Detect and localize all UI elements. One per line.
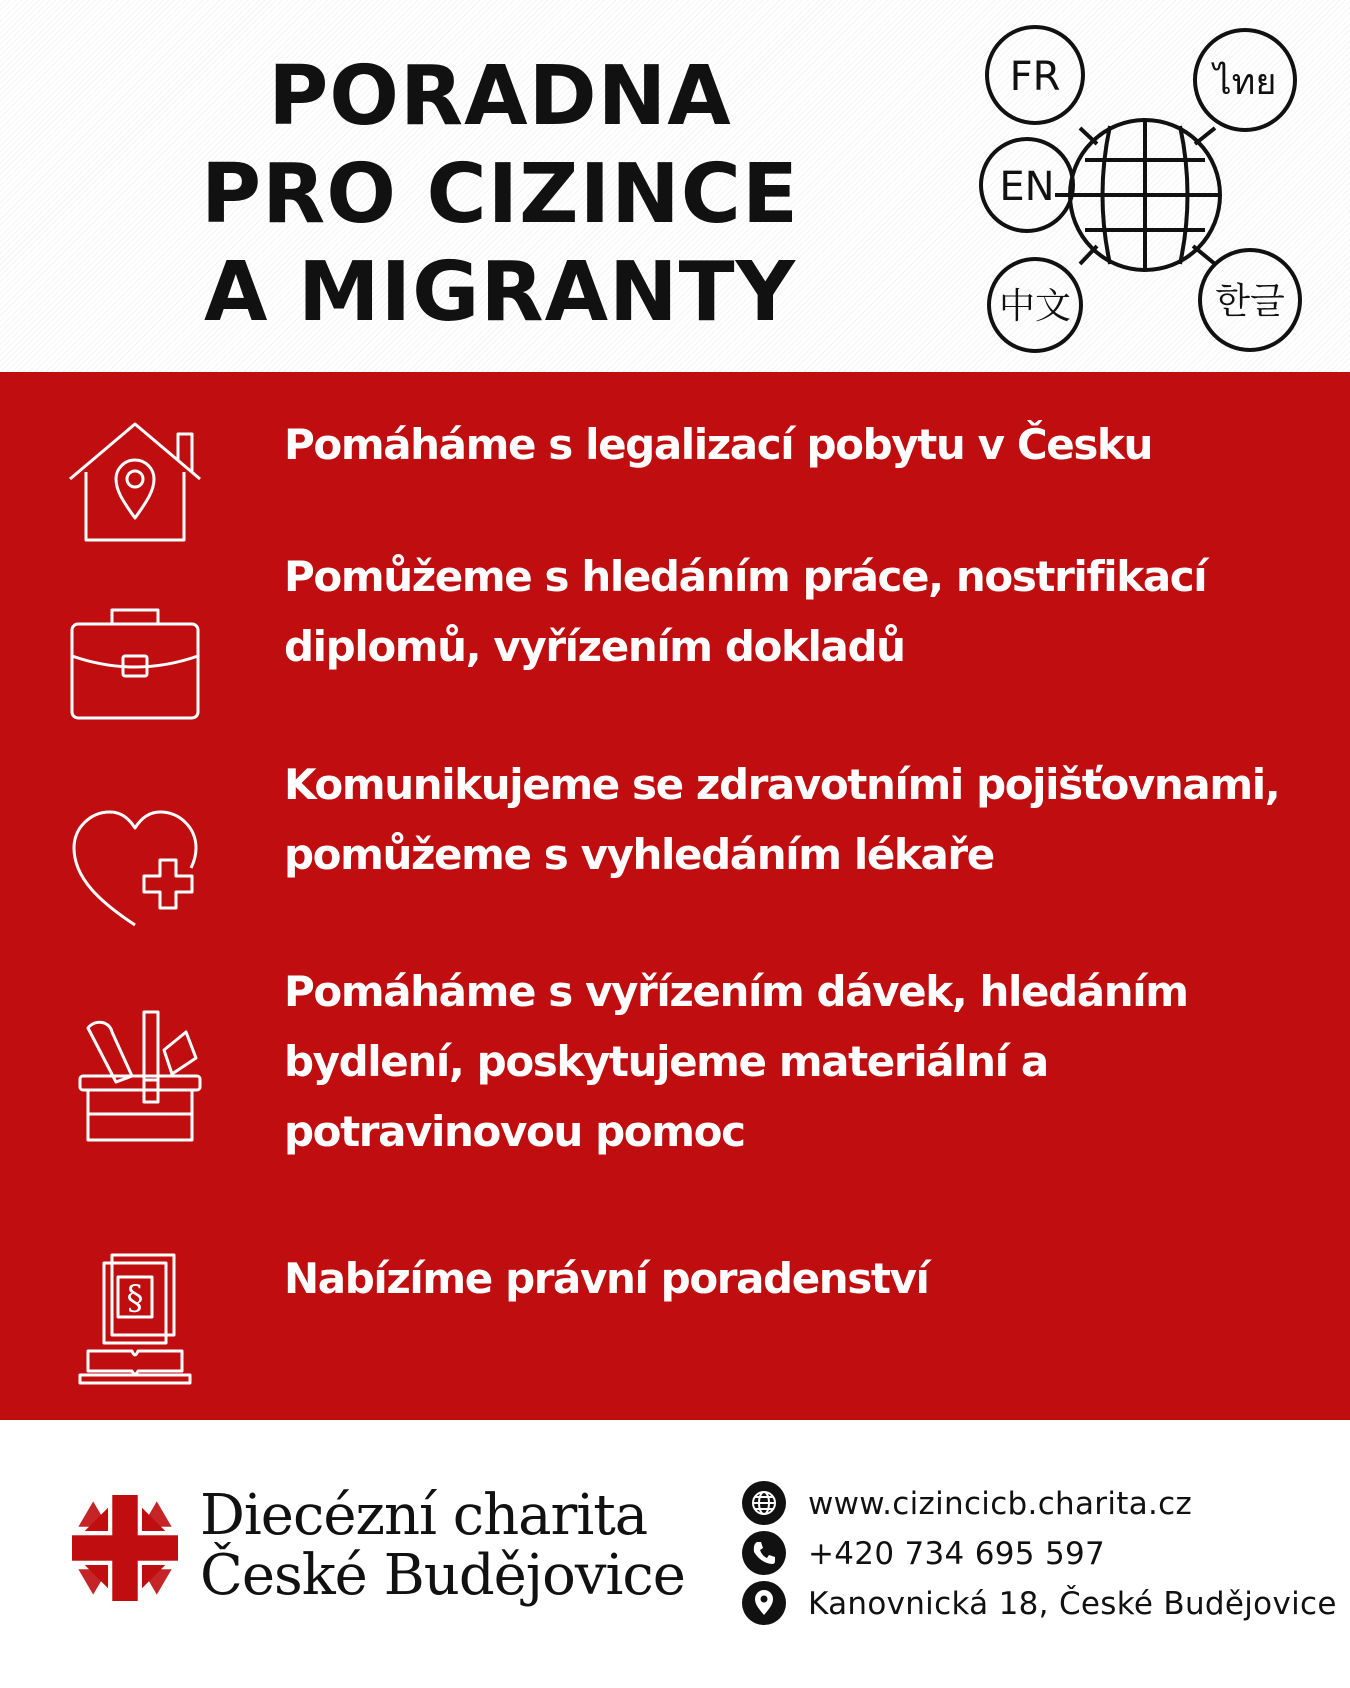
service-3-line-2: pomůžeme s vyhledáním lékaře	[284, 830, 994, 879]
service-work	[284, 542, 1324, 682]
lang-chinese: 中文	[998, 286, 1072, 327]
org-line-2: České Budějovice	[200, 1543, 685, 1608]
service-legal	[284, 1244, 1324, 1314]
food-basket-icon	[60, 1002, 210, 1152]
lang-thai: ไทย	[1213, 62, 1277, 103]
house-location-icon	[60, 412, 210, 562]
phone-text[interactable]: +420 734 695 597	[808, 1536, 1106, 1572]
service-2-line-1: Pomůžeme s hledáním práce, nostrifikací	[284, 552, 1207, 601]
lang-en: EN	[999, 164, 1055, 210]
service-4-line-3: potravinovou pomoc	[284, 1107, 745, 1156]
service-1-line-1: Pomáháme s legalizací pobytu v Česku	[284, 420, 1152, 469]
address-text[interactable]: Kanovnická 18, České Budějovice	[808, 1586, 1337, 1622]
title-line-3: A MIGRANTY	[204, 245, 796, 340]
contact-website[interactable]	[742, 1478, 1342, 1528]
title-line-1: PORADNA	[268, 49, 732, 144]
law-book-paragraph-icon	[60, 1247, 210, 1397]
service-4-line-2: bydlení, poskytujeme materiální a	[284, 1037, 1048, 1086]
charity-cross-logo	[72, 1495, 178, 1601]
heart-medical-cross-icon	[60, 790, 210, 940]
globe-icon	[742, 1481, 786, 1525]
page-title	[150, 48, 850, 342]
title-line-2: PRO CIZINCE	[201, 147, 799, 242]
languages-globe-icon	[975, 20, 1315, 360]
services-panel	[0, 372, 1350, 1420]
service-2-line-2: diplomů, vyřízením dokladů	[284, 622, 905, 671]
service-3-line-1: Komunikujeme se zdravotními pojišťovnami,	[284, 760, 1280, 809]
header-section	[0, 0, 1350, 372]
service-5-line-1: Nabízíme právní poradenství	[284, 1254, 929, 1303]
briefcase-icon	[60, 592, 210, 742]
lang-korean: 한글	[1215, 281, 1285, 322]
contact-address[interactable]	[742, 1578, 1342, 1628]
service-residence	[284, 410, 1324, 480]
phone-icon	[742, 1531, 786, 1575]
lang-fr: FR	[1009, 54, 1061, 100]
organization-name	[200, 1483, 685, 1608]
website-text[interactable]: www.cizincicb.charita.cz	[808, 1486, 1193, 1522]
contact-phone[interactable]	[742, 1528, 1342, 1578]
service-benefits	[284, 957, 1324, 1167]
service-4-line-1: Pomáháme s vyřízením dávek, hledáním	[284, 967, 1188, 1016]
org-line-1: Diecézní charita	[200, 1483, 648, 1548]
svg-text:§: §	[126, 1278, 144, 1318]
service-health	[284, 750, 1324, 890]
location-pin-icon	[742, 1581, 786, 1625]
